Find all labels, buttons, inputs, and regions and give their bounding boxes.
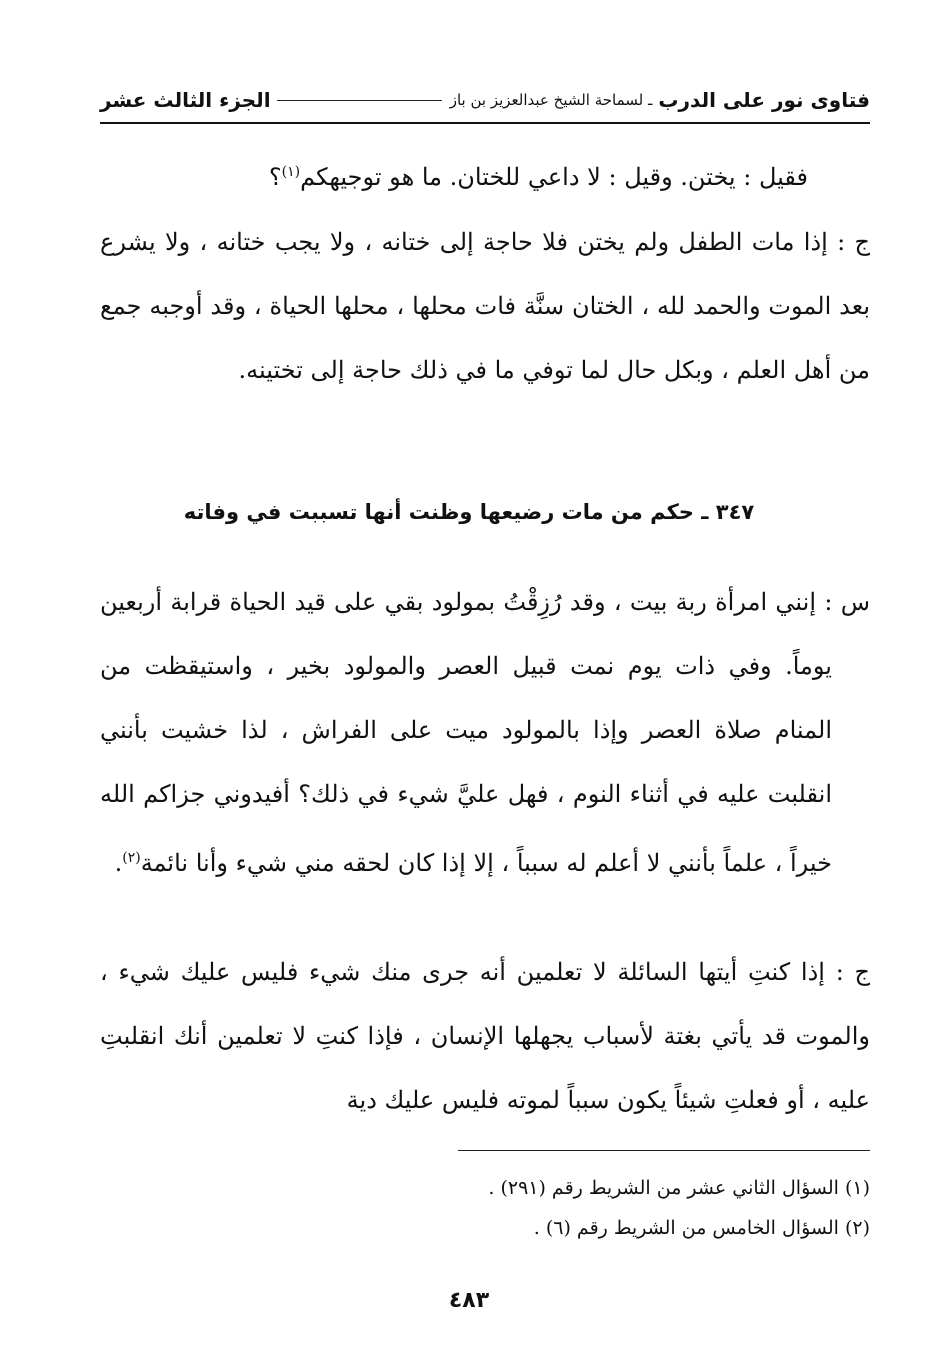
volume-label: الجزء الثالث عشر	[100, 88, 271, 112]
footnote-ref-2: (٢)	[122, 850, 141, 866]
section-heading	[160, 500, 778, 524]
answer-1	[100, 210, 870, 402]
author-line	[277, 91, 653, 109]
answer-text: إذا مات الطفل ولم يختن فلا حاجة إلى ختانه ، ولا يجب ختانه ، ولا يشرع بعد الموت والحمد لله ، الختان سنَّة فات محلها ، محلها الحياة ، وقد أوجبه جمع من أهل العلم ، وبكل حال لما توفي ما في ذلك حاجة إلى تختينه.	[100, 228, 870, 384]
header-divider	[100, 122, 870, 124]
section-title: ـ حكم من مات رضيعها وظنت أنها تسببت في وفاته	[183, 500, 709, 524]
answer-marker: ج :	[837, 228, 870, 256]
author-name: ـ لسماحة الشيخ عبدالعزيز بن باز	[449, 91, 653, 109]
continued-question	[269, 142, 808, 207]
question-end: .	[114, 849, 123, 877]
footnote-1: (١) السؤال الثاني عشر من الشريط رقم (٢٩١) .	[488, 1177, 870, 1199]
footnotes	[100, 1168, 870, 1248]
footnote-divider	[458, 1150, 870, 1151]
running-header	[100, 80, 870, 120]
footnote-2: (٢) السؤال الخامس من الشريط رقم (٦) .	[533, 1217, 870, 1239]
answer-2	[100, 940, 870, 1132]
answer-marker-2: ج :	[835, 958, 870, 986]
continued-question-text: فقيل : يختن. وقيل : لا داعي للختان. ما هو توجيهكم	[300, 163, 808, 191]
header-rule	[277, 100, 442, 101]
section-number: ٣٤٧	[715, 500, 755, 524]
question-2	[100, 570, 870, 895]
book-title: فتاوى نور على الدرب	[658, 88, 870, 112]
continued-question-end: ؟	[268, 163, 282, 191]
question-marker: س :	[824, 588, 870, 616]
answer-text-2: إذا كنتِ أيتها السائلة لا تعلمين أنه جرى منك شيء فليس عليك شيء ، والموت قد يأتي بغتة لأسباب يجهلها الإنسان ، فإذا كنتِ لا تعلمين أنك انقلبتِ عليه ، أو فعلتِ شيئاً يكون سبباً لموته فليس عليك دية	[100, 958, 870, 1114]
page-number: ٤٨٣	[448, 1288, 490, 1313]
question-text: إنني امرأة ربة بيت ، وقد رُزِقْتُ بمولود بقي على قيد الحياة قرابة أربعين يوماً. وفي ذات يوم نمت قبيل العصر والمولود بخير ، واستيقظت من المنام صلاة العصر وإذا بالمولود ميت على الفراش ، لذا خشيت بأنني انقلبت عليه في أثناء النوم ، فهل عليَّ شيء في ذلك؟ أفيدوني جزاكم الله خيراً ، علماً بأنني لا أعلم له سبباً ، إلا إذا كان لحقه مني شيء وأنا نائمة	[100, 588, 832, 877]
footnote-ref-1: (١)	[281, 164, 301, 180]
